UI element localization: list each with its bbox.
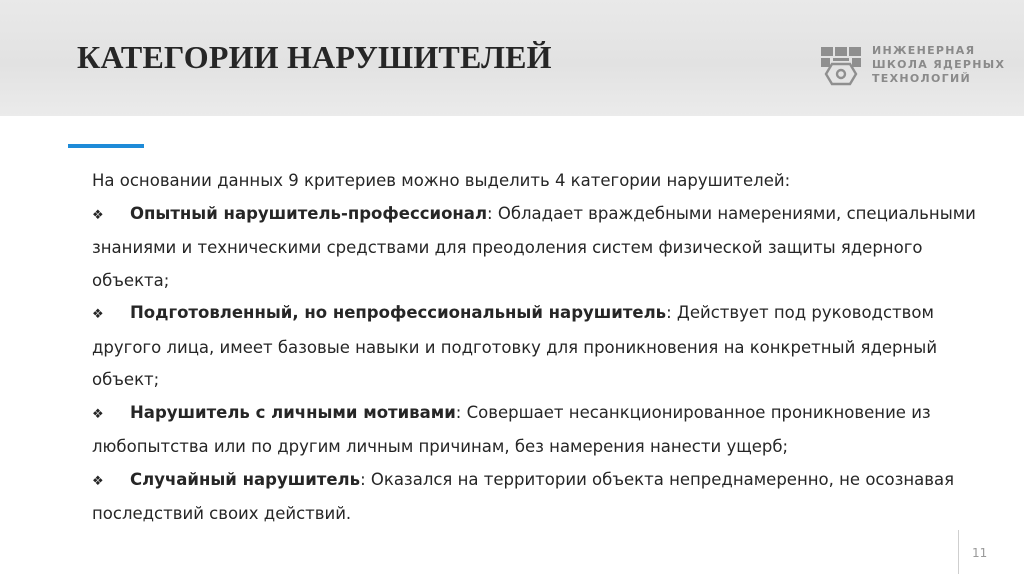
item-description: : Оказался на территории объекта непреднамеренно, не xyxy=(360,469,861,489)
brand-line-2: ШКОЛА ЯДЕРНЫХ xyxy=(872,58,1006,71)
intro-text: На основании данных 9 критериев можно выделить 4 категории нарушителей: xyxy=(92,171,791,190)
atom-hexagon-logo-icon xyxy=(819,44,863,88)
list-item xyxy=(92,397,992,464)
item-term: Случайный нарушитель xyxy=(130,469,361,489)
content xyxy=(92,165,992,531)
item-continuation: из любопытства или по другим личным причинам, без намерения нанести ущерб; xyxy=(92,402,931,456)
list-item xyxy=(92,297,992,397)
brand-line-3: ТЕХНОЛОГИЙ xyxy=(872,72,971,85)
bullet-icon: ❖ xyxy=(92,307,104,322)
brand-line-1: ИНЖЕНЕРНАЯ xyxy=(872,44,976,57)
item-description: : Обладает враждебными намерениями, xyxy=(487,203,842,223)
item-continuation: специальными знаниями и техническими средствами для преодоления систем физической защиты ядерного объекта; xyxy=(92,203,976,290)
brand-text xyxy=(872,44,1005,86)
accent-line xyxy=(68,144,144,148)
item-continuation: руководством другого лица, имеет базовые навыки и подготовку для проникновения на конкретный ядерный объект; xyxy=(92,303,938,389)
item-continuation: осознавая последствий своих действий. xyxy=(92,469,955,523)
item-term: Нарушитель с личными мотивами xyxy=(130,402,456,422)
bullet-icon: ❖ xyxy=(92,406,104,422)
brand xyxy=(819,44,1005,88)
item-description: : Действует под xyxy=(666,303,807,322)
item-term: Опытный нарушитель-профессионал xyxy=(130,203,488,223)
bullet-icon: ❖ xyxy=(92,207,104,223)
list-item xyxy=(92,198,992,298)
page-number: 11 xyxy=(972,546,988,560)
footer-divider xyxy=(958,530,959,574)
item-description: : Совершает несанкционированное проникновение xyxy=(455,402,906,422)
bullet-icon: ❖ xyxy=(92,473,104,489)
item-term: Подготовленный, но непрофессиональный нарушитель xyxy=(130,303,667,322)
page-title: КАТЕГОРИИ НАРУШИТЕЛЕЙ xyxy=(77,39,552,75)
list-item xyxy=(92,464,992,531)
